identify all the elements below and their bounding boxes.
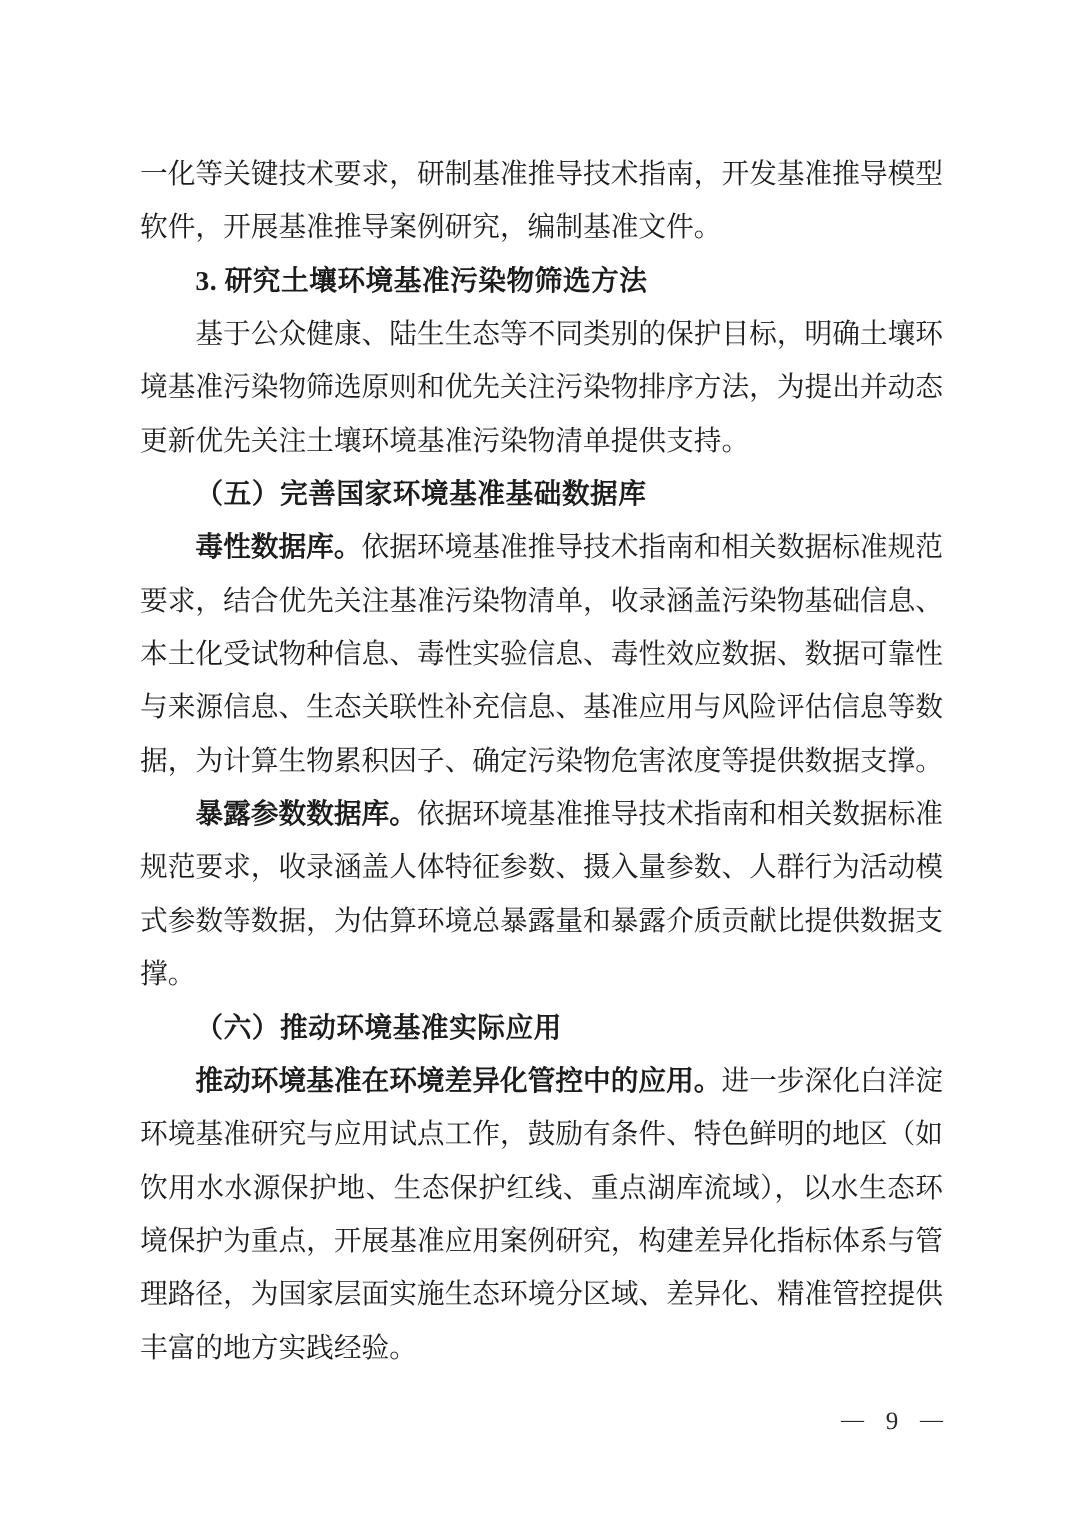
paragraph-lead-application: 推动环境基准在环境差异化管控中的应用。 [195,1064,722,1096]
page-number: 9 [885,1408,899,1435]
line-text: 撑。 [140,958,196,990]
line-text: 进一步深化白洋淀 [721,1064,943,1096]
text-line [140,947,943,1000]
heading-text: 3. 研究土壤环境基准污染物筛选方法 [195,264,648,296]
footer-dash-right: — [920,1407,943,1432]
line-text: 饮用水水源保护地、生态保护红线、重点湖库流域），以水生态环 [140,1171,943,1203]
text-line [140,1321,943,1374]
text-line [140,787,943,840]
line-text: 软件，开展基准推导案例研究，编制基准文件。 [140,211,722,243]
line-text: 本土化受试物种信息、毒性实验信息、毒性效应数据、数据可靠性 [140,638,943,670]
text-line [140,360,943,413]
text-line [140,680,943,733]
line-text: 更新优先关注土壤环境基准污染物清单提供支持。 [140,424,750,456]
text-line [140,1267,943,1320]
section-heading-3 [140,254,943,307]
line-text: 境保护为重点，开展基准应用案例研究，构建差异化指标体系与管 [140,1224,943,1256]
line-text: 式参数等数据，为估算环境总暴露量和暴露介质贡献比提供数据支 [140,904,943,936]
line-text: 理路径，为国家层面实施生态环境分区域、差异化、精准管控提供 [140,1278,943,1310]
text-line [140,1054,943,1107]
line-text: 基于公众健康、陆生生态等不同类别的保护目标，明确土壤环 [195,318,943,350]
text-line [140,1161,943,1214]
line-text: 规范要求，收录涵盖人体特征参数、摄入量参数、人群行为活动模 [140,851,943,883]
line-text: 依据环境基准推导技术指南和相关数据标准 [416,798,943,830]
heading-text: （五）完善国家环境基准基础数据库 [195,478,647,510]
text-line [140,840,943,893]
text-line [140,520,943,573]
section-heading-6 [140,1001,943,1054]
text-line [140,414,943,467]
text-line [140,1214,943,1267]
line-text: 要求，结合优先关注基准污染物清单，收录涵盖污染物基础信息、 [140,584,943,616]
text-line [140,200,943,253]
text-line [140,894,943,947]
heading-text: （六）推动环境基准实际应用 [195,1011,562,1043]
line-text: 丰富的地方实践经验。 [140,1331,417,1363]
line-text: 依据环境基准推导技术指南和相关数据标准规范 [361,531,943,563]
text-line [140,627,943,680]
page-footer [841,1408,943,1436]
text-line [140,307,943,360]
line-text: 与来源信息、生态关联性补充信息、基准应用与风险评估信息等数 [140,691,943,723]
line-text: 一化等关键技术要求，研制基准推导技术指南，开发基准推导模型 [140,158,943,189]
text-line [140,1107,943,1160]
document-body [140,147,943,1374]
line-text: 据，为计算生物累积因子、确定污染物危害浓度等提供数据支撑。 [140,744,943,776]
text-line [140,574,943,627]
line-text: 境基准污染物筛选原则和优先关注污染物排序方法，为提出并动态 [140,371,943,403]
footer-dash-left: — [841,1407,864,1432]
paragraph-lead-toxicity-database: 毒性数据库。 [195,531,362,563]
line-text: 环境基准研究与应用试点工作，鼓励有条件、特色鲜明的地区（如 [140,1118,943,1150]
section-heading-5 [140,467,943,520]
text-line [140,147,943,200]
text-line [140,734,943,787]
paragraph-lead-exposure-database: 暴露参数数据库。 [195,798,417,830]
